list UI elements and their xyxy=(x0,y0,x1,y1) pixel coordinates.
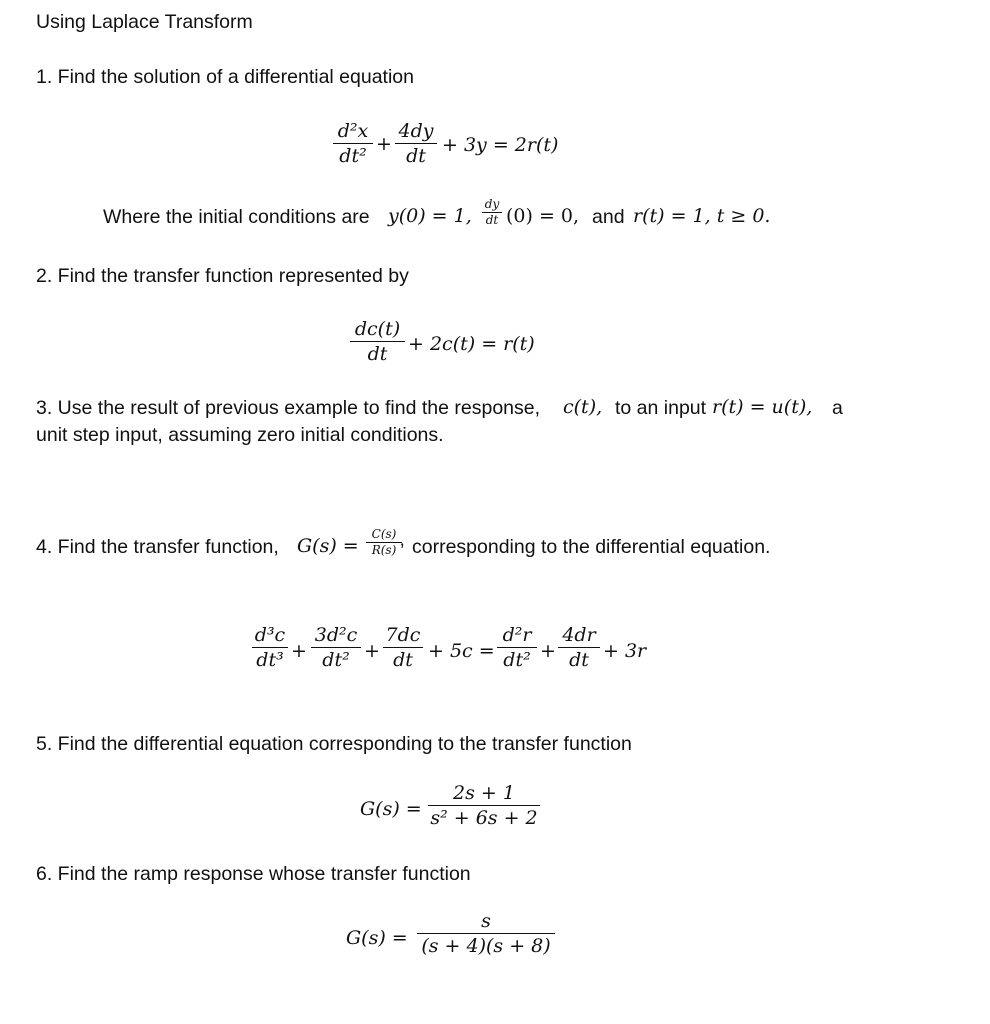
q5-frac-transfer: 2s + 1 s² + 6s + 2 xyxy=(428,782,540,829)
q1-frac-d2x: d²x dt² xyxy=(333,120,373,167)
q4-frac-cs-rs: C(s) R(s) xyxy=(366,528,402,557)
q4-frac-d2r: d²r dt² xyxy=(497,624,537,671)
q1-heading: 1. Find the solution of a differential equation xyxy=(36,66,414,88)
q4-frac-7dc: 7dc dt xyxy=(383,624,423,671)
page-title: Using Laplace Transform xyxy=(36,11,253,33)
q6-frac-transfer: s (s + 4)(s + 8) xyxy=(417,910,555,957)
q5-heading: 5. Find the differential equation corresponding to the transfer function xyxy=(36,733,632,755)
q6-heading: 6. Find the ramp response whose transfer function xyxy=(36,863,471,885)
q4-frac-4dr: 4dr dt xyxy=(558,624,600,671)
q2-frac-dct: dc(t) dt xyxy=(350,318,405,365)
q4-frac-3d2c: 3d²c dt² xyxy=(311,624,361,671)
q2-heading: 2. Find the transfer function represented by xyxy=(36,265,409,287)
q1-frac-4dy: 4dy dt xyxy=(395,120,437,167)
q1-cond-frac: dy dt xyxy=(482,198,502,227)
q4-frac-d3c: d³c dt³ xyxy=(252,624,288,671)
